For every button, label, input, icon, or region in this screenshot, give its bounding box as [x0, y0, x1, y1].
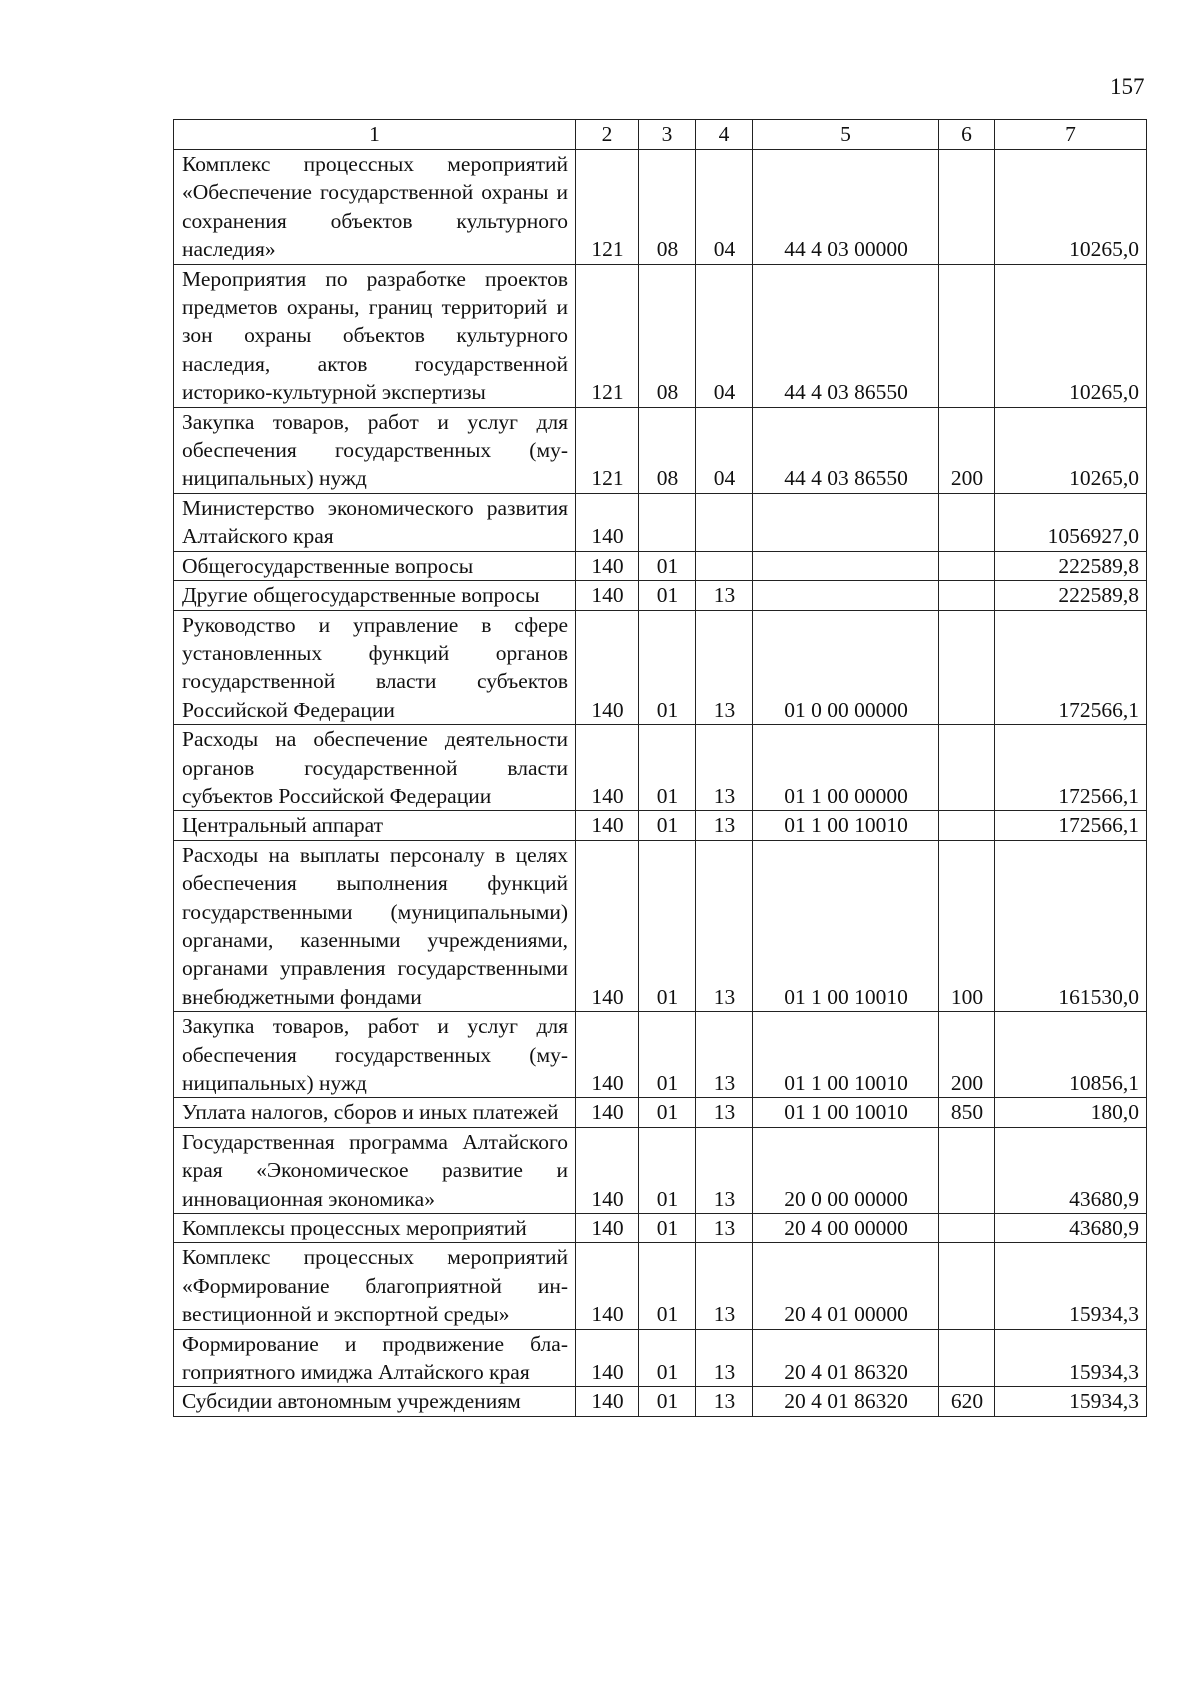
section-code-cell	[639, 493, 696, 551]
target-article-cell: 44 4 03 86550	[753, 407, 939, 493]
table-row	[174, 1329, 1147, 1387]
ministry-code-cell: 140	[576, 1243, 639, 1329]
expense-type-cell	[939, 610, 995, 725]
section-code-cell: 01	[639, 1012, 696, 1098]
amount-cell: 15934,3	[995, 1387, 1147, 1416]
table-row	[174, 1012, 1147, 1098]
ministry-code-cell: 140	[576, 581, 639, 610]
expense-type-cell: 620	[939, 1387, 995, 1416]
subsection-code-cell	[696, 493, 753, 551]
column-header: 6	[939, 120, 995, 150]
target-article-cell	[753, 493, 939, 551]
expense-type-cell	[939, 493, 995, 551]
expense-type-cell	[939, 1329, 995, 1387]
expense-type-cell: 200	[939, 1012, 995, 1098]
table-row	[174, 725, 1147, 811]
subsection-code-cell: 04	[696, 150, 753, 265]
amount-cell: 222589,8	[995, 581, 1147, 610]
target-article-cell: 20 4 01 86320	[753, 1329, 939, 1387]
section-code-cell: 01	[639, 1387, 696, 1416]
table-row	[174, 811, 1147, 840]
table-row	[174, 840, 1147, 1011]
amount-cell: 10265,0	[995, 407, 1147, 493]
subsection-code-cell: 13	[696, 610, 753, 725]
ministry-code-cell: 140	[576, 1387, 639, 1416]
subsection-code-cell: 13	[696, 725, 753, 811]
row-name-cell: Государственная программа Алтайского края «Экономическое развитие и инновационная экономика»	[174, 1127, 576, 1213]
row-name-cell: Закупка товаров, работ и услуг для обеспечения государственных (муниципальных) нужд	[174, 1012, 576, 1098]
row-name-cell: Субсидии автономным учреждениям	[174, 1387, 576, 1416]
table-row	[174, 610, 1147, 725]
section-code-cell: 01	[639, 551, 696, 580]
subsection-code-cell: 04	[696, 407, 753, 493]
target-article-cell: 20 4 01 86320	[753, 1387, 939, 1416]
amount-cell: 1056927,0	[995, 493, 1147, 551]
amount-cell: 10856,1	[995, 1012, 1147, 1098]
page-number: 157	[1110, 74, 1145, 99]
amount-cell: 15934,3	[995, 1243, 1147, 1329]
ministry-code-cell: 121	[576, 407, 639, 493]
table-row	[174, 1243, 1147, 1329]
target-article-cell: 20 0 00 00000	[753, 1127, 939, 1213]
amount-cell: 180,0	[995, 1098, 1147, 1127]
amount-cell: 10265,0	[995, 150, 1147, 265]
row-name-cell: Комплексы процессных мероприятий	[174, 1214, 576, 1243]
subsection-code-cell: 13	[696, 581, 753, 610]
column-header: 2	[576, 120, 639, 150]
ministry-code-cell: 140	[576, 1214, 639, 1243]
subsection-code-cell: 13	[696, 1329, 753, 1387]
amount-cell: 172566,1	[995, 811, 1147, 840]
section-code-cell: 01	[639, 610, 696, 725]
table-row	[174, 1387, 1147, 1416]
amount-cell: 172566,1	[995, 610, 1147, 725]
target-article-cell	[753, 581, 939, 610]
expense-type-cell: 200	[939, 407, 995, 493]
column-header: 5	[753, 120, 939, 150]
ministry-code-cell: 121	[576, 264, 639, 407]
subsection-code-cell: 13	[696, 811, 753, 840]
row-name-cell: Руководство и управление в сфере установленных функций органов государственной власти субъектов Российской Федерации	[174, 610, 576, 725]
subsection-code-cell	[696, 551, 753, 580]
section-code-cell: 01	[639, 840, 696, 1011]
subsection-code-cell: 13	[696, 1243, 753, 1329]
expense-type-cell: 100	[939, 840, 995, 1011]
section-code-cell: 01	[639, 725, 696, 811]
ministry-code-cell: 140	[576, 1329, 639, 1387]
row-name-cell: Комплекс процессных мероприятий «Обеспечение государственной охраны и сохранения объектов культурного наследия»	[174, 150, 576, 265]
subsection-code-cell: 13	[696, 1012, 753, 1098]
table-row	[174, 551, 1147, 580]
section-code-cell: 01	[639, 1214, 696, 1243]
row-name-cell: Мероприятия по разработке проектов предметов охраны, границ территорий и зон охраны объектов культурного наследия, актов государственной историко-культурной экспертизы	[174, 264, 576, 407]
amount-cell: 15934,3	[995, 1329, 1147, 1387]
amount-cell: 43680,9	[995, 1214, 1147, 1243]
ministry-code-cell: 140	[576, 493, 639, 551]
ministry-code-cell: 140	[576, 840, 639, 1011]
ministry-code-cell: 140	[576, 811, 639, 840]
subsection-code-cell: 13	[696, 840, 753, 1011]
target-article-cell: 44 4 03 00000	[753, 150, 939, 265]
table-row	[174, 493, 1147, 551]
row-name-cell: Закупка товаров, работ и услуг для обеспечения государственных (муниципальных) нужд	[174, 407, 576, 493]
amount-cell: 222589,8	[995, 551, 1147, 580]
table-row	[174, 1127, 1147, 1213]
row-name-cell: Расходы на обеспечение деятельности органов государственной власти субъектов Российской Федерации	[174, 725, 576, 811]
section-code-cell: 01	[639, 1127, 696, 1213]
table-row	[174, 264, 1147, 407]
expense-type-cell	[939, 725, 995, 811]
target-article-cell: 01 1 00 10010	[753, 1012, 939, 1098]
section-code-cell: 01	[639, 1098, 696, 1127]
row-name-cell: Формирование и продвижение благоприятного имиджа Алтайского края	[174, 1329, 576, 1387]
table-row	[174, 150, 1147, 265]
amount-cell: 43680,9	[995, 1127, 1147, 1213]
amount-cell: 161530,0	[995, 840, 1147, 1011]
target-article-cell: 44 4 03 86550	[753, 264, 939, 407]
expense-type-cell	[939, 1214, 995, 1243]
amount-cell: 172566,1	[995, 725, 1147, 811]
table-row	[174, 407, 1147, 493]
ministry-code-cell: 140	[576, 1127, 639, 1213]
section-code-cell: 08	[639, 150, 696, 265]
target-article-cell: 01 0 00 00000	[753, 610, 939, 725]
subsection-code-cell: 13	[696, 1098, 753, 1127]
subsection-code-cell: 13	[696, 1127, 753, 1213]
target-article-cell: 01 1 00 10010	[753, 1098, 939, 1127]
section-code-cell: 01	[639, 581, 696, 610]
row-name-cell: Расходы на выплаты персоналу в целях обеспечения выполнения функций государственными (муниципальными) органами, казенными учреждениями, органами управления государственными внебюджетными фондами	[174, 840, 576, 1011]
row-name-cell: Другие общегосударственные вопросы	[174, 581, 576, 610]
column-header: 4	[696, 120, 753, 150]
section-code-cell: 08	[639, 264, 696, 407]
table-row	[174, 581, 1147, 610]
expense-type-cell	[939, 1127, 995, 1213]
table-row	[174, 1214, 1147, 1243]
ministry-code-cell: 121	[576, 150, 639, 265]
table-header-row	[174, 120, 1147, 150]
section-code-cell: 01	[639, 1243, 696, 1329]
ministry-code-cell: 140	[576, 610, 639, 725]
target-article-cell: 01 1 00 10010	[753, 811, 939, 840]
ministry-code-cell: 140	[576, 725, 639, 811]
subsection-code-cell: 13	[696, 1214, 753, 1243]
expense-type-cell	[939, 150, 995, 265]
amount-cell: 10265,0	[995, 264, 1147, 407]
table-row	[174, 1098, 1147, 1127]
expense-type-cell	[939, 581, 995, 610]
expense-type-cell	[939, 1243, 995, 1329]
target-article-cell	[753, 551, 939, 580]
target-article-cell: 20 4 01 00000	[753, 1243, 939, 1329]
column-header: 3	[639, 120, 696, 150]
column-header: 7	[995, 120, 1147, 150]
row-name-cell: Общегосударственные вопросы	[174, 551, 576, 580]
ministry-code-cell: 140	[576, 1012, 639, 1098]
row-name-cell: Центральный аппарат	[174, 811, 576, 840]
row-name-cell: Уплата налогов, сборов и иных платежей	[174, 1098, 576, 1127]
budget-table	[173, 119, 1147, 1417]
section-code-cell: 08	[639, 407, 696, 493]
expense-type-cell	[939, 811, 995, 840]
ministry-code-cell: 140	[576, 551, 639, 580]
section-code-cell: 01	[639, 811, 696, 840]
column-header: 1	[174, 120, 576, 150]
expense-type-cell	[939, 551, 995, 580]
row-name-cell: Министерство экономического развития Алтайского края	[174, 493, 576, 551]
subsection-code-cell: 13	[696, 1387, 753, 1416]
target-article-cell: 01 1 00 00000	[753, 725, 939, 811]
target-article-cell: 20 4 00 00000	[753, 1214, 939, 1243]
section-code-cell: 01	[639, 1329, 696, 1387]
ministry-code-cell: 140	[576, 1098, 639, 1127]
row-name-cell: Комплекс процессных мероприятий «Формирование благоприятной инвестиционной и экспортной среды»	[174, 1243, 576, 1329]
expense-type-cell	[939, 264, 995, 407]
expense-type-cell: 850	[939, 1098, 995, 1127]
target-article-cell: 01 1 00 10010	[753, 840, 939, 1011]
subsection-code-cell: 04	[696, 264, 753, 407]
